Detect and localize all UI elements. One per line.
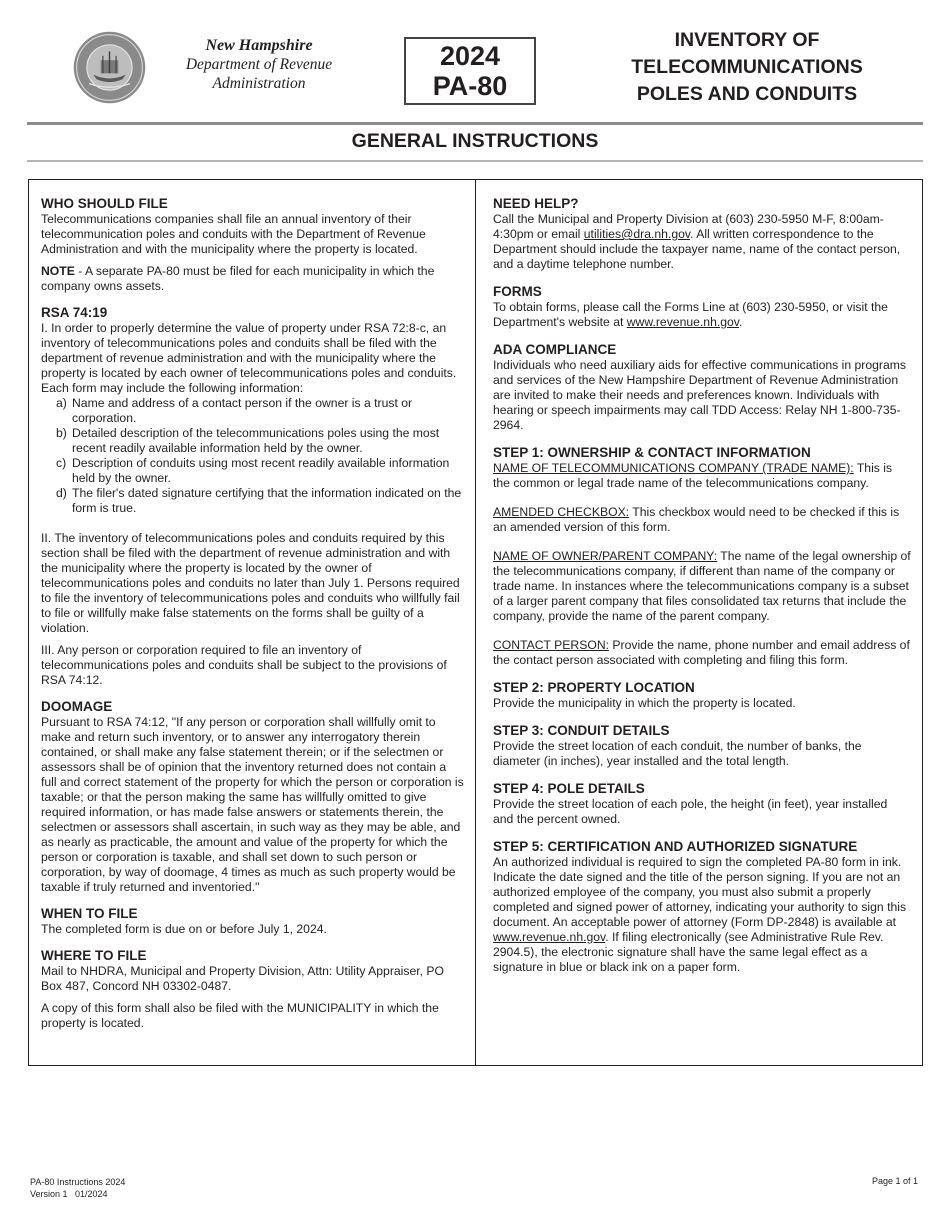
note-text: - A separate PA-80 must be filed for each municipality in which the company owns assets. [41,264,435,293]
form-title [598,27,896,108]
forms-website-link[interactable]: www.revenue.nh.gov [626,315,739,329]
help-email-link[interactable]: utilities@dra.nh.gov [583,227,691,241]
doomage-text: Pursuant to RSA 74:12, "If any person or corporation shall willfully omit to make and return such inventory, or to answer any interrogatory therein contained, or shall make any false statement therein; or if the selectmen or assessors shall be of opinion that the inventory returned does not contain a full and correct statement of the property for which the person or corporation is taxable; or that the person making the same has willfully omitted to give required information, or has made false answers or statements therein, the selectmen or assessors shall ascertain, in such way as they may be able, and as nearly as practicable, the amount and value of the property for which the person or corporation is taxable, and shall set down to such person or corporation, by way of doomage, 4 times as much as such property would be taxable if truly returned and inventoried." [41,715,464,894]
form-title-line: INVENTORY OF [674,29,820,51]
form-title-line: TELECOMMUNICATIONS [631,56,863,78]
need-help-heading: NEED HELP? [493,196,579,211]
when-to-file-heading: WHEN TO FILE [41,906,138,921]
need-help-text [493,212,911,272]
rsa-paragraph-2: II. The inventory of telecommunications poles and conduits required by this section shall be filed with the department of revenue administration and with the municipality where the property is located by the owner of telecommunications poles and conduits no later than July 1. Persons required to file the inventory of telecommunications poles and conduits who willfully fail to file or willfully make false statements on the forms shall be guilty of a violation. [41,531,460,635]
need-help-text-part: . All written correspondence to the Department should include the taxpayer name, name of the contact person, and a daytime telephone number. [493,227,901,271]
step1-owner-text: The name of the legal ownership of the telecommunications company, if different than name of the company or trade name. In instances where the telecommunications company is a subset of a larger parent company that files consolidated tax returns that include the company, provide the name of the parent company. [493,549,911,623]
step1-contact [493,638,911,668]
section-title: GENERAL INSTRUCTIONS [351,130,599,152]
doomage-heading: DOOMAGE [41,699,113,714]
step5-text-part: An authorized individual is required to sign the completed PA-80 form in ink. Indicate the date signed and the title of the person signing. If you are not an authorized employee of the company, you must also submit a properly completed and signed power of attorney, indicating your authority to sign this document. An acceptable power of attorney (Form DP-2848) is available at [493,855,907,929]
step3-text: Provide the street location of each conduit, the number of banks, the diameter (in inches), year installed and the total length. [493,739,862,768]
list-item-text: Description of conduits using most recent readily available information held by the owner. [72,456,450,485]
list-marker: d) [56,486,67,500]
forms-text [493,300,911,330]
where-to-file-text-2: A copy of this form shall also be filed with the MUNICIPALITY in which the property is located. [41,1001,439,1030]
note-paragraph [41,264,465,294]
list-item [41,456,465,486]
step5-text-part: . If filing electronically (see Administrative Rule Rev. 2904.5), the electronic signature shall have the same legal effect as a signature in blue or black ink on a paper form. [493,930,884,974]
list-item [41,486,465,516]
footer-page-number: Page 1 of 1 [871,1176,918,1186]
column-divider [475,179,476,1065]
step1-contact-label: CONTACT PERSON: [493,638,610,652]
step1-amended [493,505,911,535]
note-label: NOTE [41,264,75,278]
section-rule [27,160,923,162]
agency-state: New Hampshire [205,37,313,54]
who-should-file-heading: WHO SHOULD FILE [41,196,168,211]
step1-heading: STEP 1: OWNERSHIP & CONTACT INFORMATION [493,445,811,460]
ada-text: Individuals who need auxiliary aids for effective communications in programs and services of the New Hampshire Department of Revenue Administration are invited to make their needs and preferences known. Individuals with hearing or speech impairments may call TDD Access: Relay NH 1-800-735-2964. [493,358,907,432]
who-should-file-text: Telecommunications companies shall file an annual inventory of their telecommunication poles and conduits with the Department of Revenue Administration and with the municipality where the property is located. [41,212,426,256]
agency-name [160,36,358,93]
step1-trade-name-text: This is the common or legal trade name of the telecommunications company. [493,461,893,490]
step1-amended-label: AMENDED CHECKBOX: [493,505,630,519]
footer-doc-name: PA-80 Instructions 2024 [30,1177,126,1187]
step1-owner [493,549,911,624]
list-marker: c) [56,456,67,470]
list-item-text: The filer's dated signature certifying that the information indicated on the form is true. [72,486,462,515]
form-number: PA-80 [432,71,508,101]
footer-left [30,1176,125,1200]
state-seal-icon [73,31,146,104]
step4-text: Provide the street location of each pole, the height (in feet), year installed and the percent owned. [493,797,888,826]
step2-heading: STEP 2: PROPERTY LOCATION [493,680,695,695]
step1-trade-name-label: NAME OF TELECOMMUNICATIONS COMPANY (TRADE NAME): [493,461,854,475]
rsa-paragraph-1: I. In order to properly determine the value of property under RSA 72:8-c, an inventory of telecommunications poles and conduits shall be filed with the department of revenue administration and with the municipality where the property is located by each owner of telecommunications poles and conduits. Each form may include the following information: [41,321,457,395]
list-item [41,396,465,426]
step5-website-link[interactable]: www.revenue.nh.gov [493,930,606,944]
rsa-heading: RSA 74:19 [41,305,108,320]
footer-version: Version 1 01/2024 [30,1189,108,1199]
need-help-text-part: Call the Municipal and Property Division at (603) 230-5950 M-F, 8:00am-4:30pm or email [493,212,884,241]
forms-text-part: . [738,315,743,329]
step2-text: Provide the municipality in which the property is located. [493,696,796,710]
forms-heading: FORMS [493,284,542,299]
step1-owner-label: NAME OF OWNER/PARENT COMPANY: [493,549,718,563]
rsa-list [41,396,465,516]
where-to-file-text: Mail to NHDRA, Municipal and Property Division, Attn: Utility Appraiser, PO Box 487, Concord NH 03302-0487. [41,964,445,993]
step5-text [493,855,911,975]
list-marker: a) [56,396,67,410]
list-item [41,426,465,456]
step3-heading: STEP 3: CONDUIT DETAILS [493,723,670,738]
right-column [493,195,911,975]
when-to-file-text: The completed form is due on or before July 1, 2024. [41,922,327,936]
agency-administration: Administration [212,75,306,92]
forms-text-part: To obtain forms, please call the Forms Line at (603) 230-5950, or visit the Department's website at [493,300,888,329]
step5-heading: STEP 5: CERTIFICATION AND AUTHORIZED SIGNATURE [493,839,858,854]
rsa-paragraph-3: III. Any person or corporation required to file an inventory of telecommunications poles and conduits shall be subject to the provisions of RSA 74:12. [41,643,447,687]
list-marker: b) [56,426,67,440]
form-id-box [404,37,536,105]
step4-heading: STEP 4: POLE DETAILS [493,781,645,796]
agency-department: Department of Revenue [185,56,333,73]
step1-trade-name [493,461,911,491]
header-rule [27,122,923,125]
form-title-line: POLES AND CONDUITS [636,83,858,105]
form-year: 2024 [439,41,501,71]
list-item-text: Name and address of a contact person if the owner is a trust or corporation. [72,396,413,425]
list-item-text: Detailed description of the telecommunications poles using the most recent readily available information held by the owner. [72,426,440,455]
ada-heading: ADA COMPLIANCE [493,342,617,357]
where-to-file-heading: WHERE TO FILE [41,948,147,963]
left-column [41,195,465,1031]
step1-amended-text: This checkbox would need to be checked if this is an amended version of this form. [493,505,900,534]
step1-contact-text: Provide the name, phone number and email address of the contact person associated with completing and filing this form. [493,638,910,667]
